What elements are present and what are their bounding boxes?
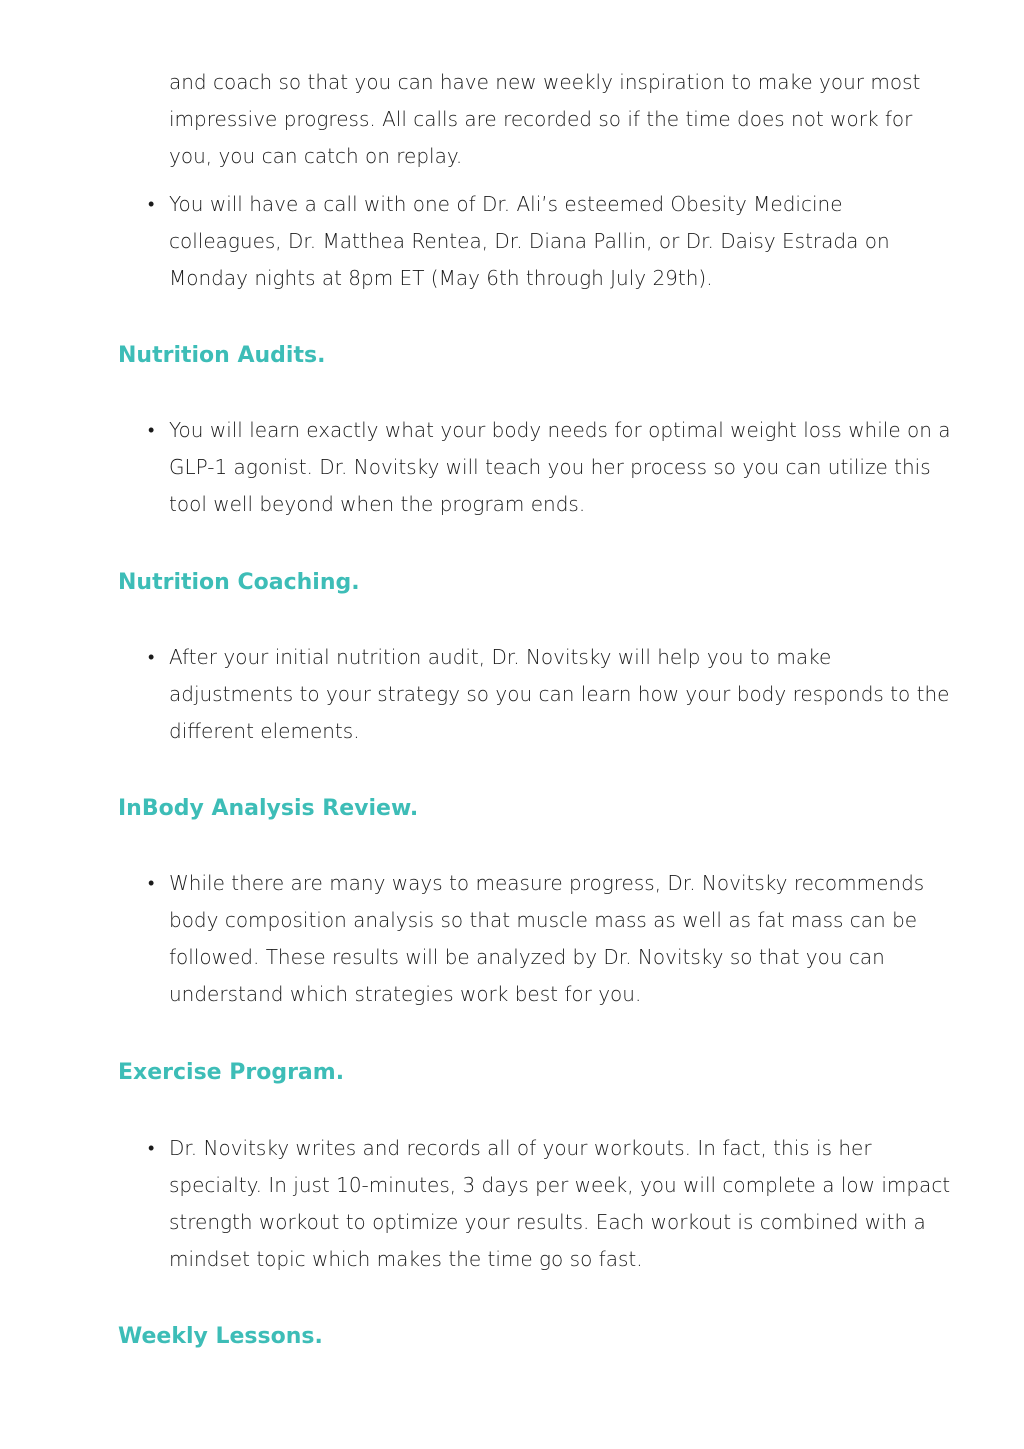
bullet-text: You will learn exactly what your body needs for optimal weight loss while on a GLP-1 agonist. Dr. Novitsky will teach you her process so you can utilize this tool well beyond when the program ends.: [169, 418, 951, 516]
bullet-icon: •: [148, 420, 155, 441]
list-item: [148, 186, 959, 297]
bullet-text: While there are many ways to measure progress, Dr. Novitsky recommends body composition analysis so that muscle mass as well as fat mass can be followed. These results will be analyzed by Dr. Novitsky so that you can understand which strategies work best for you.: [169, 871, 925, 1006]
heading-inbody-analysis-review: InBody Analysis Review.: [118, 796, 419, 821]
nutrition-coaching-list: [148, 639, 959, 750]
list-item: [148, 412, 959, 523]
bullet-text: Dr. Novitsky writes and records all of your workouts. In fact, this is her specialty. In just 10-minutes, 3 days per week, you will complete a low impact strength workout to optimize your results. Each workout is combined with a mindset topic which makes the time go so fast.: [169, 1136, 951, 1271]
list-item: [148, 865, 959, 1013]
heading-nutrition-coaching: Nutrition Coaching.: [118, 570, 360, 595]
nutrition-audits-list: [148, 412, 959, 523]
list-item: [148, 639, 959, 750]
bullet-icon: •: [148, 647, 155, 668]
inbody-analysis-list: [148, 865, 959, 1013]
intro-continuation-text: and coach so that you can have new weekly inspiration to make your most impressive progress. All calls are recorded so if the time does not work for you, you can catch on replay.: [169, 70, 921, 168]
heading-nutrition-audits: Nutrition Audits.: [118, 343, 326, 368]
heading-weekly-lessons: Weekly Lessons.: [118, 1324, 323, 1349]
list-item: [148, 1130, 959, 1278]
heading-exercise-program: Exercise Program.: [118, 1060, 345, 1085]
bullet-icon: •: [148, 1138, 155, 1159]
bullet-text: After your initial nutrition audit, Dr. Novitsky will help you to make adjustments to your strategy so you can learn how your body responds to the different elements.: [169, 645, 950, 743]
bullet-icon: •: [148, 194, 155, 215]
bullet-text: You will have a call with one of Dr. Ali’s esteemed Obesity Medicine colleagues, Dr. Matthea Rentea, Dr. Diana Pallin, or Dr. Daisy Estrada on Monday nights at 8pm ET (May 6th through July 29th).: [169, 192, 890, 290]
intro-bullet-list: [148, 186, 959, 297]
exercise-program-list: [148, 1130, 959, 1278]
bullet-icon: •: [148, 873, 155, 894]
